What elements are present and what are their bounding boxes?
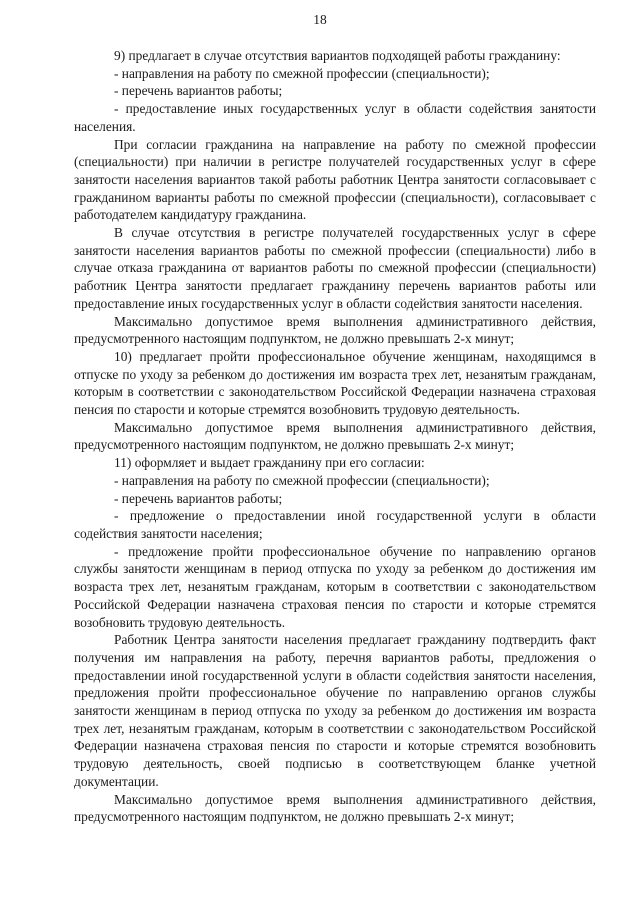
paragraph: В случае отсутствия в регистре получателей государственных услуг в сфере занятости населения вариантов работы по смежной профессии (специальности) либо в случае отказа гражданина от вариантов работы по смежной профессии (специальности) работник Центра занятости предлагает гражданину перечень вариантов работы или предоставление иных государственных услуг в области содействия занятости населения. (74, 225, 596, 311)
paragraph: - предложение пройти профессиональное обучение по направлению органов службы занятости женщинам в период отпуска по уходу за ребенком до достижения им возраста трех лет, незанятым гражданам, которым в соответствии с законодательством Российской Федерации назначена страховая пенсия по старости и которые стремятся возобновить трудовую деятельность. (74, 543, 596, 630)
paragraph: - направления на работу по смежной профессии (специальности); (114, 65, 490, 81)
paragraph: - направления на работу по смежной профессии (специальности); (114, 472, 490, 488)
paragraph: При согласии гражданина на направление на работу по смежной профессии (специальности) при наличии в регистре получателей государственных услуг в сфере занятости населения вариантов такой работы работник Центра занятости согласовывает с гражданином варианты работы по смежной профессии (специальности), согласовывает с работодателем кандидатуру гражданина. (74, 136, 596, 223)
paragraph: - перечень вариантов работы; (114, 490, 283, 506)
paragraph: Максимально допустимое время выполнения административного действия, предусмотренного настоящим подпунктом, не должно превышать 2-х минут; (74, 419, 596, 453)
paragraph: - предложение о предоставлении иной государственной услуги в области содействия занятости населения; (74, 508, 596, 541)
paragraph: 10) предлагает пройти профессиональное обучение женщинам, находящимся в отпуске по уходу за ребенком до достижения им возраста трех лет, незанятым гражданам, которым в соответствии с законодательством Российской Федерации назначена страховая пенсия по старости и которые стремятся возобновить трудовую деятельность. (74, 348, 596, 418)
document-body (74, 47, 596, 826)
paragraph: Максимально допустимое время выполнения административного действия, предусмотренного настоящим подпунктом, не должно превышать 2-х минут; (74, 313, 596, 347)
paragraph: Максимально допустимое время выполнения административного действия, предусмотренного настоящим подпунктом, не должно превышать 2-х минут; (74, 791, 596, 825)
paragraph: Работник Центра занятости населения предлагает гражданину подтвердить факт получения им направления на работу, перечня вариантов работы, предложения о предоставлении иной государственной услуги в области содействия занятости населения, предложения пройти профессиональное обучение по направлению органов службы занятости женщинам в период отпуска по уходу за ребенком до достижения им возраста трех лет, незанятым гражданам, которым в соответствии с законодательством Российской Федерации назначена страховая пенсия по старости и которые стремятся возобновить трудовую деятельность, своей подписью в соответствующем бланке учетной документации. (74, 632, 596, 789)
paragraph: - перечень вариантов работы; (114, 83, 283, 99)
paragraph: 9) предлагает в случае отсутствия вариантов подходящей работы гражданину: (114, 48, 561, 63)
paragraph: - предоставление иных государственных услуг в области содействия занятости населения. (74, 101, 596, 134)
page-number: 18 (313, 12, 327, 27)
paragraph: 11) оформляет и выдает гражданину при его согласии: (114, 455, 425, 471)
